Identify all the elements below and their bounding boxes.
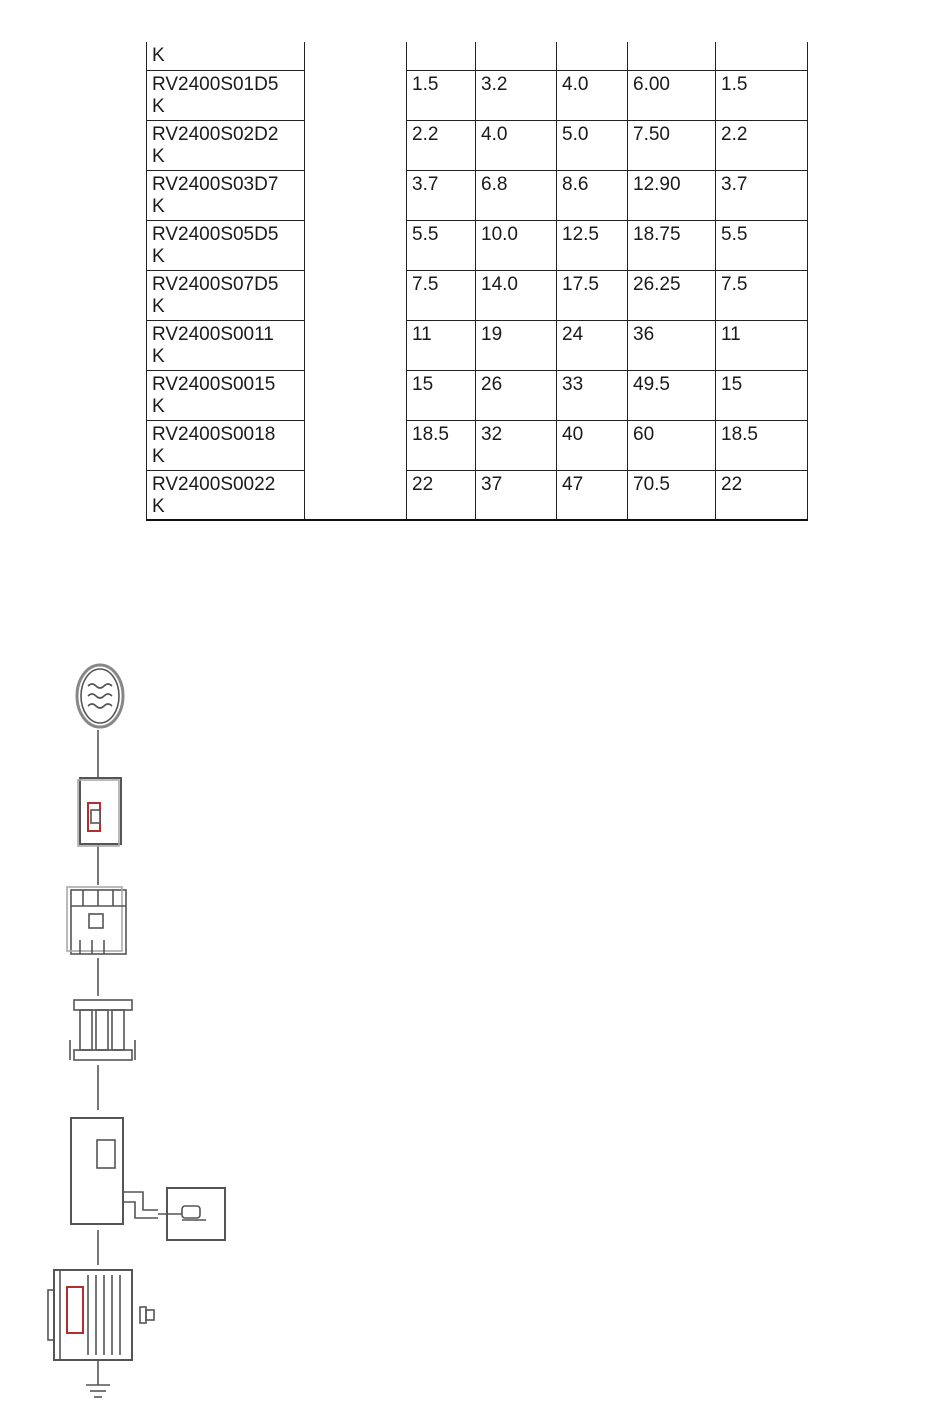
value-cell: 7.5 (716, 270, 808, 320)
value-cell: 32 (476, 420, 557, 470)
model-cell: K (147, 42, 305, 70)
value-cell: 22 (407, 470, 476, 520)
value-cell: 60 (628, 420, 716, 470)
value-cell: 19 (476, 320, 557, 370)
value-cell: 17.5 (557, 270, 628, 320)
value-cell (628, 42, 716, 70)
value-cell: 10.0 (476, 220, 557, 270)
value-cell: 3.7 (407, 170, 476, 220)
value-cell: 2.2 (716, 120, 808, 170)
value-cell: 37 (476, 470, 557, 520)
empty-cell (305, 470, 407, 520)
contactor-icon (67, 887, 126, 954)
table-row (147, 170, 808, 220)
value-cell: 2.2 (407, 120, 476, 170)
value-cell: 49.5 (628, 370, 716, 420)
empty-cell (305, 120, 407, 170)
value-cell: 26.25 (628, 270, 716, 320)
value-cell: 3.7 (716, 170, 808, 220)
value-cell: 11 (716, 320, 808, 370)
keypad-panel-icon (158, 1188, 225, 1240)
table-row (147, 320, 808, 370)
value-cell: 24 (557, 320, 628, 370)
empty-cell (305, 370, 407, 420)
value-cell: 6.00 (628, 70, 716, 120)
model-cell: RV2400S0011 K (147, 320, 305, 370)
model-cell: RV2400S0015 K (147, 370, 305, 420)
empty-cell (305, 70, 407, 120)
empty-cell (305, 420, 407, 470)
value-cell (557, 42, 628, 70)
table-row (147, 70, 808, 120)
model-cell: RV2400S05D5 K (147, 220, 305, 270)
value-cell: 15 (407, 370, 476, 420)
table-row (147, 120, 808, 170)
value-cell (716, 42, 808, 70)
value-cell: 8.6 (557, 170, 628, 220)
value-cell: 22 (716, 470, 808, 520)
wiring-diagram (0, 640, 260, 1420)
model-cell: RV2400S07D5 K (147, 270, 305, 320)
value-cell: 6.8 (476, 170, 557, 220)
ac-power-source-icon (77, 665, 123, 727)
value-cell: 70.5 (628, 470, 716, 520)
model-cell: RV2400S03D7 K (147, 170, 305, 220)
table-row (147, 420, 808, 470)
model-cell: RV2400S0022 K (147, 470, 305, 520)
rating-table (146, 42, 808, 521)
model-cell: RV2400S01D5 K (147, 70, 305, 120)
motor-icon (48, 1270, 154, 1360)
value-cell: 15 (716, 370, 808, 420)
value-cell: 26 (476, 370, 557, 420)
table-row (147, 220, 808, 270)
value-cell: 18.5 (716, 420, 808, 470)
value-cell: 5.5 (407, 220, 476, 270)
empty-cell (305, 320, 407, 370)
model-cell: RV2400S0018 K (147, 420, 305, 470)
value-cell: 7.50 (628, 120, 716, 170)
reactor-icon (70, 1000, 135, 1060)
value-cell: 5.5 (716, 220, 808, 270)
value-cell (476, 42, 557, 70)
value-cell: 36 (628, 320, 716, 370)
table-row (147, 42, 808, 70)
value-cell: 12.5 (557, 220, 628, 270)
value-cell: 12.90 (628, 170, 716, 220)
empty-cell (305, 270, 407, 320)
value-cell: 1.5 (407, 70, 476, 120)
value-cell: 4.0 (476, 120, 557, 170)
empty-cell (305, 220, 407, 270)
model-cell: RV2400S02D2 K (147, 120, 305, 170)
value-cell: 47 (557, 470, 628, 520)
value-cell: 7.5 (407, 270, 476, 320)
value-cell: 3.2 (476, 70, 557, 120)
value-cell (407, 42, 476, 70)
table-row (147, 470, 808, 520)
empty-cell (305, 170, 407, 220)
value-cell: 18.75 (628, 220, 716, 270)
inverter-drive-icon (71, 1118, 158, 1224)
empty-cell (305, 42, 407, 70)
value-cell: 40 (557, 420, 628, 470)
ground-icon (86, 1385, 110, 1397)
table-row (147, 370, 808, 420)
table-row (147, 270, 808, 320)
value-cell: 1.5 (716, 70, 808, 120)
value-cell: 4.0 (557, 70, 628, 120)
value-cell: 5.0 (557, 120, 628, 170)
value-cell: 11 (407, 320, 476, 370)
value-cell: 33 (557, 370, 628, 420)
circuit-breaker-icon (78, 778, 121, 846)
value-cell: 18.5 (407, 420, 476, 470)
value-cell: 14.0 (476, 270, 557, 320)
